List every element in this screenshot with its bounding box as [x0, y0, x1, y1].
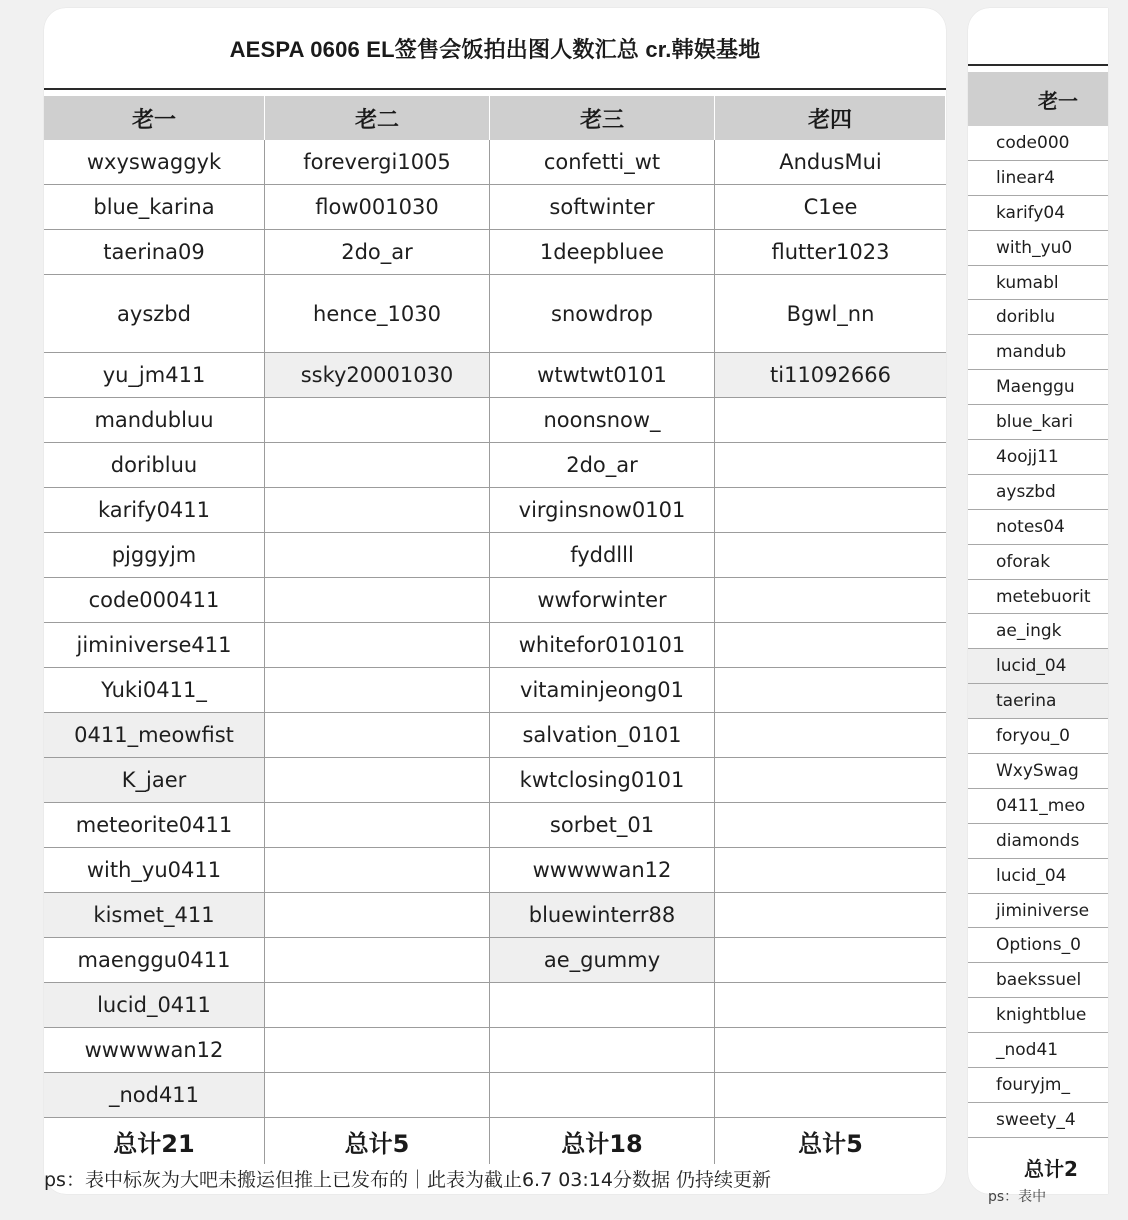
column-total: 总计21: [44, 1118, 265, 1164]
table-cell: salvation_0101: [490, 713, 715, 758]
table-cell: [715, 803, 946, 848]
table-cell: ssky20001030: [265, 353, 490, 398]
side-list-item-text: fouryjm_: [996, 1074, 1070, 1095]
side-list-item-text: karify04: [996, 202, 1066, 223]
table-cell: [265, 713, 490, 758]
side-list-item-text: ae_ingk: [996, 621, 1062, 642]
side-table-card: [968, 8, 1108, 1205]
table-cell: sorbet_01: [490, 803, 715, 848]
table-cell: [490, 1028, 715, 1073]
side-list-item-text: Options_0: [996, 935, 1081, 956]
column-header: 老三: [490, 96, 715, 140]
table-cell: [265, 533, 490, 578]
table-cell: snowdrop: [490, 275, 715, 353]
table-cell: karify0411: [44, 488, 265, 533]
side-list-item-text: lucid_04: [996, 656, 1067, 677]
side-list-item-text: with_yu0: [996, 237, 1073, 258]
table-cell: [715, 848, 946, 893]
table-cell: [490, 1073, 715, 1118]
table-cell: 1deepbluee: [490, 230, 715, 275]
side-list-item-text: _nod41: [996, 1040, 1059, 1061]
table-cell: [715, 623, 946, 668]
column-total: 总计5: [798, 1129, 863, 1158]
table-cell: fyddlll: [490, 533, 715, 578]
table-cell: [715, 533, 946, 578]
table-cell: [715, 443, 946, 488]
table-cell: [265, 623, 490, 668]
side-list-item: [968, 859, 1108, 894]
table-cell: mandubluu: [44, 398, 265, 443]
side-list-item: [968, 928, 1108, 963]
table-cell: blue_karina: [44, 185, 265, 230]
table-cell: 0411_meowfist: [44, 713, 265, 758]
table-cell: wwforwinter: [490, 578, 715, 623]
table-cell: yu_jm411: [44, 353, 265, 398]
fancam-count-table: [44, 96, 946, 1164]
table-cell: code000411: [44, 578, 265, 623]
side-list-item-text: blue_kari: [996, 412, 1073, 433]
table-title: AESPA 0606 EL签售会饭拍出图人数汇总 cr.韩娱基地: [229, 36, 761, 62]
side-list-item: [968, 126, 1108, 161]
side-list-item-text: 0411_meo: [996, 795, 1086, 816]
table-cell: [715, 893, 946, 938]
side-total: 总计2: [1024, 1156, 1078, 1181]
table-cell: [265, 983, 490, 1028]
table-cell: [715, 938, 946, 983]
summary-table-card: [44, 8, 946, 1194]
table-cell: forevergi1005: [265, 140, 490, 185]
side-list-item-text: metebuorit: [996, 586, 1091, 607]
side-list-item-text: Maenggu: [996, 377, 1075, 398]
side-footnote: ps：表中: [988, 1189, 1047, 1205]
side-list-item-text: jiminiverse: [996, 900, 1090, 921]
table-footnote: ps：表中标灰为大吧未搬运但推上已发布的｜此表为截止6.7 03:14分数据 仍持续更新: [44, 1168, 772, 1191]
table-cell: with_yu0411: [44, 848, 265, 893]
side-list-item: [968, 335, 1108, 370]
table-cell: K_jaer: [44, 758, 265, 803]
table-cell: [490, 983, 715, 1028]
side-list-item: [968, 475, 1108, 510]
table-cell: [715, 983, 946, 1028]
table-cell: meteorite0411: [44, 803, 265, 848]
title-divider: [44, 88, 946, 90]
table-cell: wxyswaggyk: [44, 140, 265, 185]
side-list-item-text: knightblue: [996, 1005, 1087, 1026]
table-cell: wwwwwan12: [490, 848, 715, 893]
side-list-item: [968, 370, 1108, 405]
table-cell: lucid_0411: [44, 983, 265, 1028]
side-list-item: [968, 754, 1108, 789]
side-list-item: [968, 894, 1108, 929]
side-list-item-text: taerina: [996, 691, 1057, 712]
side-list-item: [968, 684, 1108, 719]
table-cell: flutter1023: [715, 230, 946, 275]
side-list-item-text: code000: [996, 132, 1070, 153]
table-cell: [265, 578, 490, 623]
side-list-item-text: kumabl: [996, 272, 1059, 293]
table-cell: [715, 1073, 946, 1118]
side-title-divider: [968, 64, 1108, 66]
column-header: 老一: [44, 96, 265, 140]
table-cell: [715, 713, 946, 758]
side-list-item: [968, 580, 1108, 615]
table-cell: jiminiverse411: [44, 623, 265, 668]
column-total: 总计18: [490, 1118, 715, 1164]
table-cell: Yuki0411_: [44, 668, 265, 713]
side-list-item: [968, 266, 1108, 301]
table-cell: [265, 1073, 490, 1118]
column-header: 老二: [265, 96, 490, 140]
side-list-item-text: foryou_0: [996, 726, 1070, 747]
side-list-item: [968, 614, 1108, 649]
side-list-item-text: ayszbd: [996, 481, 1056, 502]
side-list-item-text: 4oojj11: [996, 446, 1059, 467]
side-list-item: [968, 510, 1108, 545]
side-list-item: [968, 1068, 1108, 1103]
side-list-item: [968, 649, 1108, 684]
table-cell: 2do_ar: [490, 443, 715, 488]
table-cell: virginsnow0101: [490, 488, 715, 533]
table-cell: Bgwl_nn: [715, 275, 946, 353]
side-list-item-text: linear4: [996, 167, 1055, 188]
table-cell: [265, 398, 490, 443]
side-list-item: [968, 1103, 1108, 1138]
side-list-item-text: baekssuel: [996, 970, 1082, 991]
table-cell: pjggyjm: [44, 533, 265, 578]
table-cell: _nod411: [44, 1073, 265, 1118]
table-cell: wtwtwt0101: [490, 353, 715, 398]
table-cell: hence_1030: [265, 275, 490, 353]
table-cell: 2do_ar: [265, 230, 490, 275]
table-cell: noonsnow_: [490, 398, 715, 443]
side-name-list: [968, 126, 1108, 1138]
table-cell: ae_gummy: [490, 938, 715, 983]
table-cell: flow001030: [265, 185, 490, 230]
side-list-item: [968, 231, 1108, 266]
table-cell: bluewinterr88: [490, 893, 715, 938]
table-cell: [265, 668, 490, 713]
table-cell: maenggu0411: [44, 938, 265, 983]
side-list-item-text: oforak: [996, 551, 1051, 572]
side-list-item: [968, 963, 1108, 998]
table-cell: [265, 443, 490, 488]
table-cell: [265, 758, 490, 803]
table-cell: [265, 1028, 490, 1073]
side-list-item: [968, 300, 1108, 335]
side-list-item: [968, 1033, 1108, 1068]
table-cell: [715, 1028, 946, 1073]
side-list-item: [968, 824, 1108, 859]
table-cell: [715, 668, 946, 713]
table-cell: softwinter: [490, 185, 715, 230]
side-list-item-text: lucid_04: [996, 865, 1067, 886]
table-cell: confetti_wt: [490, 140, 715, 185]
table-cell: [265, 488, 490, 533]
table-cell: [715, 578, 946, 623]
table-cell: [715, 758, 946, 803]
table-cell: [265, 803, 490, 848]
table-cell: kwtclosing0101: [490, 758, 715, 803]
table-cell: C1ee: [715, 185, 946, 230]
table-cell: [715, 488, 946, 533]
table-cell: ti11092666: [715, 353, 946, 398]
table-cell: AndusMui: [715, 140, 946, 185]
table-cell: [265, 893, 490, 938]
side-list-item: [968, 405, 1108, 440]
side-list-item: [968, 545, 1108, 580]
side-list-item-text: WxySwag: [996, 760, 1079, 781]
table-cell: [265, 938, 490, 983]
side-list-item-text: sweety_4: [996, 1109, 1076, 1130]
side-list-item: [968, 196, 1108, 231]
table-cell: kismet_411: [44, 893, 265, 938]
table-cell: taerina09: [44, 230, 265, 275]
side-list-item-text: diamonds: [996, 830, 1080, 851]
side-list-item: [968, 789, 1108, 824]
column-header: 老四: [715, 96, 946, 140]
side-list-item-text: notes04: [996, 516, 1065, 537]
column-total: 总计5: [265, 1118, 490, 1164]
side-list-item-text: doriblu: [996, 307, 1056, 328]
table-cell: doribluu: [44, 443, 265, 488]
table-cell: whitefor010101: [490, 623, 715, 668]
side-list-item: [968, 161, 1108, 196]
side-column-header: 老一: [968, 72, 1108, 126]
side-list-item: [968, 998, 1108, 1033]
table-cell: [265, 848, 490, 893]
table-cell: vitaminjeong01: [490, 668, 715, 713]
side-list-item-text: mandub: [996, 342, 1067, 363]
side-list-item: [968, 440, 1108, 475]
table-cell: ayszbd: [44, 275, 265, 353]
side-list-item: [968, 719, 1108, 754]
table-cell: [715, 398, 946, 443]
table-cell: wwwwwan12: [44, 1028, 265, 1073]
